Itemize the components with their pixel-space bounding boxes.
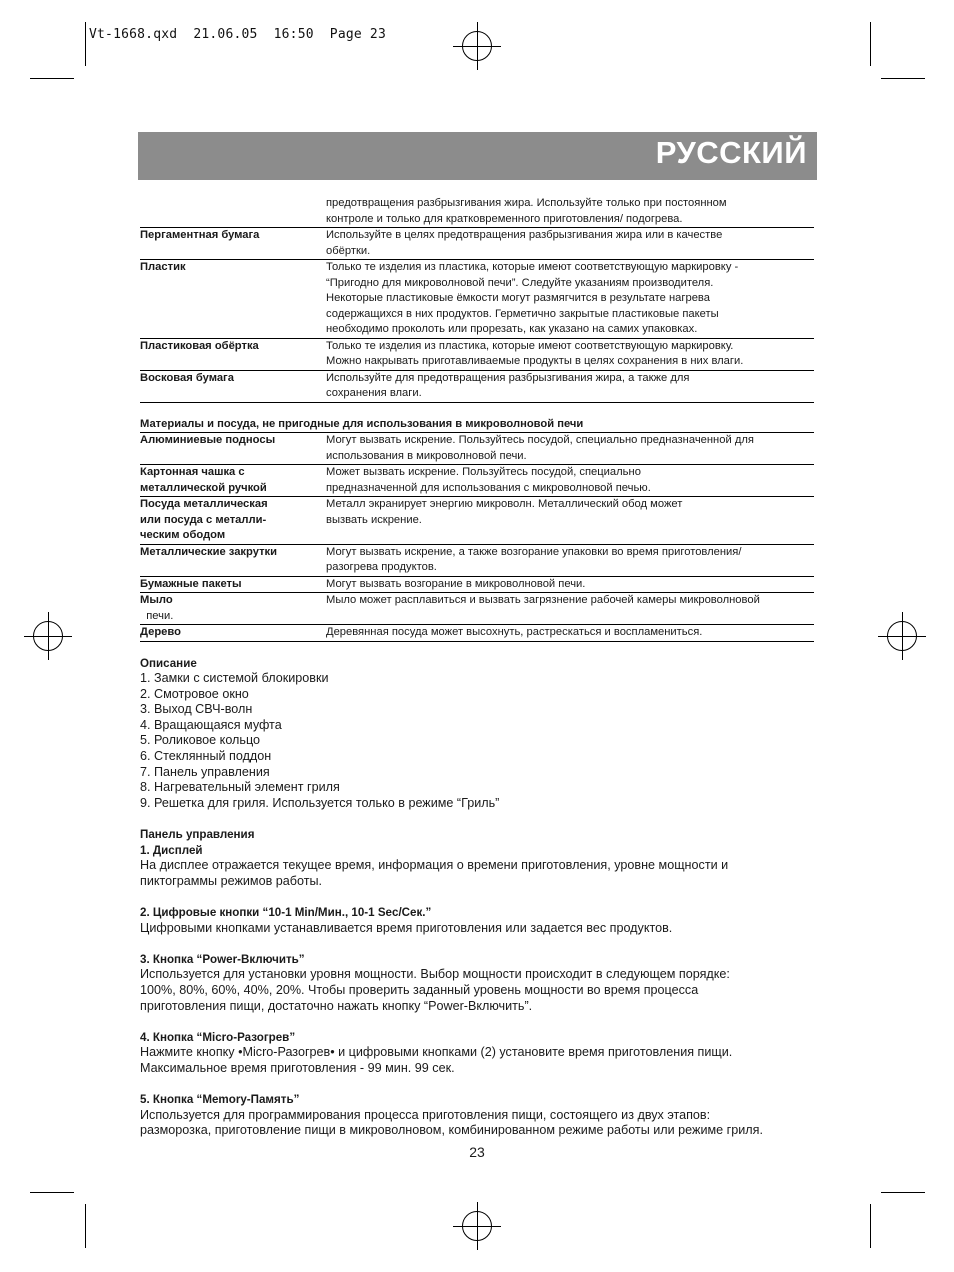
section-text: разморозка, приготовление пищи в микроволновом, комбинированном режиме работы или режиме гриля.	[140, 1123, 763, 1138]
row-text-line: Могут вызвать искрение, а также возгорание упаковки во время приготовления/	[326, 545, 742, 558]
language-header-band	[138, 132, 817, 180]
material-description	[326, 497, 814, 544]
unsuitable-materials-heading: Материалы и посуда, не пригодные для использования в микроволновой печи	[140, 417, 814, 434]
material-description	[326, 228, 814, 259]
row-text-line: Можно накрывать приготавливаемые продукты в целях сохранения в них влаги.	[326, 355, 744, 367]
section-text: На дисплее отражается текущее время, информация о времени приготовления, уровне мощности и	[140, 858, 729, 873]
description-heading: Описание	[140, 656, 197, 670]
row-text-line: Только те изделия из пластика, которые имеют соответствующую маркировку -	[326, 261, 739, 273]
table-row	[140, 545, 814, 577]
row-text-line: необходимо проколоть или прорезать, как указано на самих упаковках.	[326, 323, 698, 335]
name-line: Бумажные пакеты	[140, 577, 242, 590]
row-text-line: использования в микроволновой печи.	[326, 449, 527, 462]
section-title: 2. Цифровые кнопки “10-1 Min/Мин., 10-1 Sec/Сек.”	[140, 906, 432, 919]
list-item: 2. Смотровое окно	[140, 686, 249, 701]
material-name	[140, 545, 326, 576]
registration-mark-right	[887, 621, 917, 651]
name-line: Алюминиевые подносы	[140, 434, 276, 446]
material-description	[326, 371, 814, 402]
section-text: приготовления пищи, достаточно нажать кнопку “Power-Включить”.	[140, 998, 533, 1013]
section-title: 5. Кнопка “Memory-Память”	[140, 1093, 300, 1107]
table-row	[140, 371, 814, 403]
table-row	[140, 228, 814, 260]
crop-mark-bottom-left-v	[85, 1204, 86, 1248]
section-title: 3. Кнопка “Power-Включить”	[140, 952, 305, 966]
section-text: Используется для установки уровня мощности. Выбор мощности происходит в следующем порядке:	[140, 967, 730, 982]
material-name	[140, 465, 326, 496]
row-text-line: сохранения влаги.	[326, 387, 422, 399]
table-row	[140, 433, 814, 465]
row-text-line: Используйте в целях предотвращения разбрызгивания жира или в качестве	[326, 229, 723, 241]
row-text-line: Металл экранирует энергию микроволн. Металлический обод может	[326, 498, 683, 510]
list-item: 4. Вращающаяся муфта	[140, 717, 282, 732]
row-text-line: обёртки.	[326, 244, 371, 257]
material-description	[326, 465, 814, 496]
material-description	[326, 545, 814, 576]
material-name	[140, 625, 326, 641]
table-row	[140, 497, 814, 545]
crop-mark-top-left-v	[85, 22, 86, 66]
crop-mark-top-right-v	[870, 22, 871, 66]
language-title: РУССКИЙ	[655, 135, 807, 170]
registration-mark-top	[462, 31, 492, 61]
registration-mark-bottom	[462, 1211, 492, 1241]
row-text-line: Могут вызвать искрение. Пользуйтесь посудой, специально предназначенной для	[326, 434, 754, 446]
material-description	[326, 339, 814, 370]
material-name: Пергаментная бумага	[140, 229, 260, 241]
body-text	[140, 656, 814, 1139]
list-item: 8. Нагревательный элемент гриля	[140, 780, 340, 795]
material-description	[326, 260, 814, 338]
name-line: Металлические закрутки	[140, 545, 278, 558]
material-name: Пластиковая обёртка	[140, 339, 259, 352]
name-line: металлической ручкой	[140, 481, 267, 494]
crop-mark-top-left-h	[30, 78, 74, 79]
list-item: 3. Выход СВЧ-волн	[140, 702, 253, 717]
crop-mark-bottom-right-h	[881, 1192, 925, 1193]
material-name	[140, 593, 326, 624]
material-name	[140, 497, 326, 544]
row-text-line: Могут вызвать возгорание в микроволновой печи.	[326, 577, 586, 590]
list-item: 7. Панель управления	[140, 764, 270, 779]
row-text-line: разогрева продуктов.	[326, 561, 437, 573]
control-panel-heading: Панель управления	[140, 828, 255, 842]
material-description	[326, 593, 814, 624]
table-row	[140, 260, 814, 339]
table-row	[140, 577, 814, 594]
section-text: Максимальное время приготовления - 99 мин. 99 сек.	[140, 1060, 455, 1075]
crop-mark-top-right-h	[881, 78, 925, 79]
table-row	[140, 593, 814, 625]
name-line: Мыло	[140, 594, 173, 606]
name-line: Дерево	[140, 626, 181, 638]
row-text-line: вызвать искрение.	[326, 513, 422, 526]
name-line: Картонная чашка с	[140, 466, 245, 478]
row-text-line: предназначенной для использования с микроволновой печью.	[326, 481, 651, 494]
section-title: 4. Кнопка “Micro-Разогрев”	[140, 1030, 296, 1044]
registration-mark-left	[33, 621, 63, 651]
material-description	[326, 577, 814, 593]
section-text: Используется для программирования процесса приготовления пищи, состоящего из двух этапов:	[140, 1107, 711, 1122]
material-name	[140, 433, 326, 464]
section-text: 100%, 80%, 60%, 40%, 20%. Чтобы проверить заданный уровень мощности во время процесса	[140, 982, 699, 997]
row-text-line: “Пригодно для микроволновой печи”. Следуйте указаниям производителя.	[326, 276, 714, 289]
row-text-line: контроле и только для кратковременного приготовления/ подогрева.	[326, 212, 683, 225]
row-text-line: Только те изделия из пластика, которые имеют соответствующую маркировку.	[326, 339, 734, 352]
crop-mark-bottom-left-h	[30, 1192, 74, 1193]
name-line: ческим ободом	[140, 529, 226, 541]
crop-mark-bottom-right-v	[870, 1204, 871, 1248]
table-row	[140, 339, 814, 371]
row-text-line: Может вызвать искрение. Пользуйтесь посудой, специально	[326, 466, 641, 478]
row-description	[326, 196, 814, 227]
row-name	[140, 196, 326, 227]
list-item: 6. Стеклянный поддон	[140, 749, 272, 764]
list-item: 5. Роликовое кольцо	[140, 733, 261, 748]
material-name: Восковая бумага	[140, 371, 234, 384]
row-text-line: Мыло может расплавиться и вызвать загрязнение рабочей камеры микроволновой	[326, 594, 760, 606]
list-item: 1. Замки с системой блокировки	[140, 671, 329, 686]
list-item: 9. Решетка для гриля. Используется только в режиме “Гриль”	[140, 795, 500, 810]
row-text-line: Деревянная посуда может высохнуть, растрескаться и воспламениться.	[326, 626, 703, 638]
name-line: Посуда металлическая	[140, 498, 268, 510]
section-text: пиктограммы режимов работы.	[140, 873, 323, 888]
print-slug: Vt-1668.qxd 21.06.05 16:50 Page 23	[89, 27, 386, 42]
name-line: или посуда с металли-	[140, 513, 267, 526]
wrapped-text-line: печи.	[140, 609, 174, 622]
section-title: 1. Дисплей	[140, 843, 203, 857]
page-content	[140, 196, 814, 1139]
row-text-line: Используйте для предотвращения разбрызгивания жира, а также для	[326, 371, 690, 384]
table-row	[140, 465, 814, 497]
section-text: Нажмите кнопку •Micro-Разогрев• и цифровыми кнопками (2) установите время приготовления пищи.	[140, 1045, 733, 1060]
table-row	[140, 625, 814, 642]
material-name	[140, 577, 326, 593]
page-number: 23	[469, 1144, 485, 1160]
row-text-line: предотвращения разбрызгивания жира. Используйте только при постоянном	[326, 197, 727, 209]
material-description	[326, 433, 814, 464]
material-name: Пластик	[140, 261, 186, 273]
table-row-continuation	[140, 196, 814, 228]
row-text-line: Некоторые пластиковые ёмкости могут размягчится в результате нагрева	[326, 292, 710, 304]
section-text: Цифровыми кнопками устанавливается время приготовления или задается вес продуктов.	[140, 920, 673, 935]
row-text-line: содержащихся в них продуктов. Герметично закрытые пластиковые пакеты	[326, 307, 719, 320]
material-description	[326, 625, 814, 641]
